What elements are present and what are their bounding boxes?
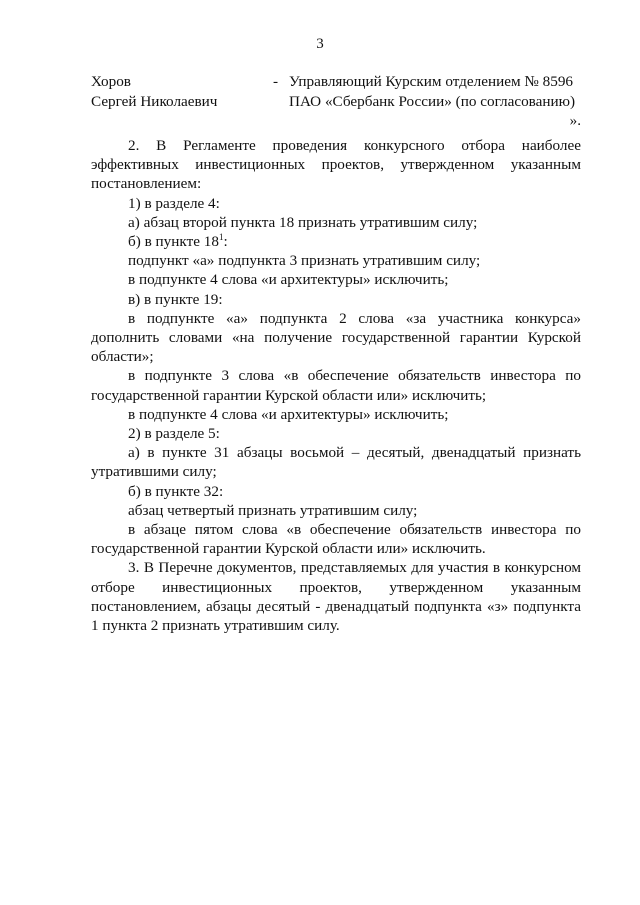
item-b-superscript: 1: [218, 232, 224, 243]
paragraph-2-item-c-2: в подпункте 3 слова «в обеспечение обязательств инвестора по государственной гарантии Курской области или» исключить;: [91, 367, 581, 404]
paragraph-2-section-5-item-b: б) в пункте 32:: [128, 482, 224, 500]
paragraph-2-item-b-2: в подпункте 4 слова «и архитектуры» исключить;: [128, 271, 449, 289]
paragraph-3: 3. В Перечне документов, представляемых для участия в конкурсном отборе инвестиционных проектов, утвержденном указанным постановлением, абзацы десятый - двенадцатый подпункта «з» подпункта 1 пункта 2 признать утратившим силу.: [91, 559, 581, 635]
paragraph-2-item-c: в) в пункте 19:: [128, 290, 223, 308]
item-b-text: б) в пункте 18: [128, 233, 219, 251]
paragraph-2-section-5-item-b-2: в абзаце пятом слова «в обеспечение обязательств инвестора по государственной гарантии Курской области или» исключить.: [91, 521, 581, 558]
item-b-colon: :: [223, 233, 228, 251]
paragraph-2-section-5-item-b-1: абзац четвертый признать утратившим силу;: [128, 501, 418, 519]
member-row-2: [91, 92, 581, 112]
paragraph-2-item-c-1: в подпункте «а» подпункта 2 слова «за участника конкурса» дополнить словами «на получение государственной гарантии Курской области»;: [91, 309, 581, 366]
member-given-names: Сергей Николаевич: [91, 92, 218, 110]
committee-member-entry: [91, 72, 581, 131]
list-closing-quote: ».: [569, 112, 581, 129]
member-dash: -: [273, 73, 279, 90]
paragraph-2-section-5: 2) в разделе 5:: [128, 425, 220, 443]
paragraph-2-item-c-3: в подпункте 4 слова «и архитектуры» исключить;: [128, 405, 449, 423]
paragraph-2-item-b-1: подпункт «а» подпункта 3 признать утратившим силу;: [128, 252, 481, 270]
paragraph-2-section-5-item-a: а) в пункте 31 абзацы восьмой – десятый, двенадцатый признать утратившими силу;: [91, 444, 581, 481]
paragraph-2-item-b: [91, 232, 581, 251]
member-row-1: [91, 72, 581, 92]
paragraph-2-intro: 2. В Регламенте проведения конкурсного отбора наиболее эффективных инвестиционных проектов, утвержденном указанным постановлением:: [91, 137, 581, 193]
document-body: [91, 136, 581, 635]
member-surname: Хоров: [91, 73, 131, 90]
member-role-line2: ПАО «Сбербанк России» (по согласованию): [289, 92, 576, 110]
member-role-line1: Управляющий Курским отделением № 8596: [289, 73, 574, 90]
page-number: 3: [316, 36, 324, 52]
paragraph-2-section-4: 1) в разделе 4:: [128, 194, 220, 212]
paragraph-2-item-a: а) абзац второй пункта 18 признать утратившим силу;: [128, 213, 478, 231]
